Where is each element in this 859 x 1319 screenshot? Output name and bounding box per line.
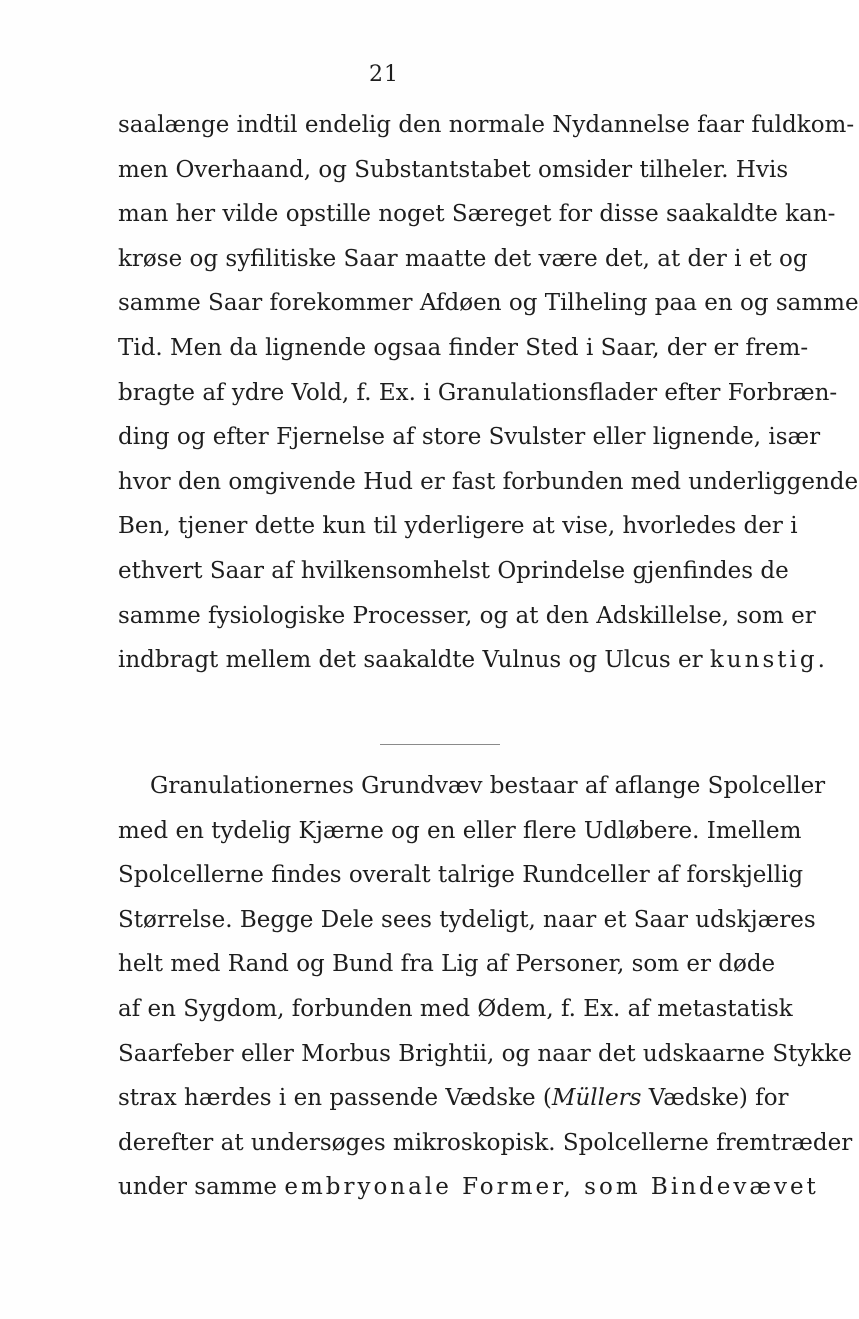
section-divider (380, 744, 500, 745)
paragraph-1 (118, 103, 859, 683)
text-line: Størrelse. Begge Dele sees tydeligt, naar et Saar udskjæres (118, 906, 816, 933)
text-line (118, 1165, 819, 1210)
text-line: krøse og syfilitiske Saar maatte det være det, at der i et og (118, 245, 808, 272)
text-segment: under samme (118, 1174, 285, 1201)
text-line (118, 638, 828, 683)
text-line: saalænge indtil endelig den normale Nydannelse faar fuldkom- (118, 112, 855, 138)
text-line: men Overhaand, og Substantstabet omsider tilheler. Hvis (118, 156, 789, 183)
text-line: med en tydelig Kjærne og en eller flere Udløbere. Imellem (118, 817, 802, 844)
page-number: 21 (369, 62, 399, 87)
text-line: Granulationernes Grundvæv bestaar af aflange Spolceller (150, 773, 826, 799)
text-line: af en Sygdom, forbunden med Ødem, f. Ex. af metastatisk (118, 995, 793, 1022)
text-line: helt med Rand og Bund fra Lig af Personer, som er døde (118, 951, 776, 978)
paragraph-2 (118, 764, 853, 1210)
text-line: ethvert Saar af hvilkensomhelst Oprindelse gjenfindes de (118, 557, 789, 584)
text-line: man her vilde opstille noget Særeget for disse saakaldte kan- (118, 201, 836, 228)
text-segment: Vædske) for (641, 1085, 789, 1112)
text-line (118, 1076, 789, 1121)
text-line: samme fysiologiske Processer, og at den Adskillelse, som er (118, 602, 816, 629)
spaced-emphasis: embryonale Former, som Bindevævet (284, 1174, 819, 1201)
text-line: hvor den omgivende Hud er fast forbunden med underliggende (118, 468, 859, 495)
text-line: bragte af ydre Vold, f. Ex. i Granulationsflader efter Forbræn- (118, 379, 838, 406)
text-line: ding og efter Fjernelse af store Svulster eller lignende, især (118, 424, 821, 451)
text-line: Spolcellerne findes overalt talrige Rundceller af forskjellig (118, 862, 804, 889)
text-line: Tid. Men da lignende ogsaa finder Sted i Saar, der er frem- (118, 334, 809, 361)
text-line: derefter at undersøges mikroskopisk. Spolcellerne fremtræder (118, 1129, 853, 1156)
italic-term: Müllers (551, 1085, 642, 1112)
text-line: Saarfeber eller Morbus Brightii, og naar det udskaarne Stykke (118, 1040, 852, 1067)
text-segment: strax hærdes i en passende Vædske ( (118, 1085, 552, 1112)
spaced-emphasis: kunstig. (709, 647, 828, 674)
text-line: Ben, tjener dette kun til yderligere at vise, hvorledes der i (118, 513, 798, 540)
text-segment: indbragt mellem det saakaldte Vulnus og Ulcus er (118, 647, 710, 674)
text-line: samme Saar forekommer Afdøen og Tilheling paa en og samme (118, 290, 859, 317)
